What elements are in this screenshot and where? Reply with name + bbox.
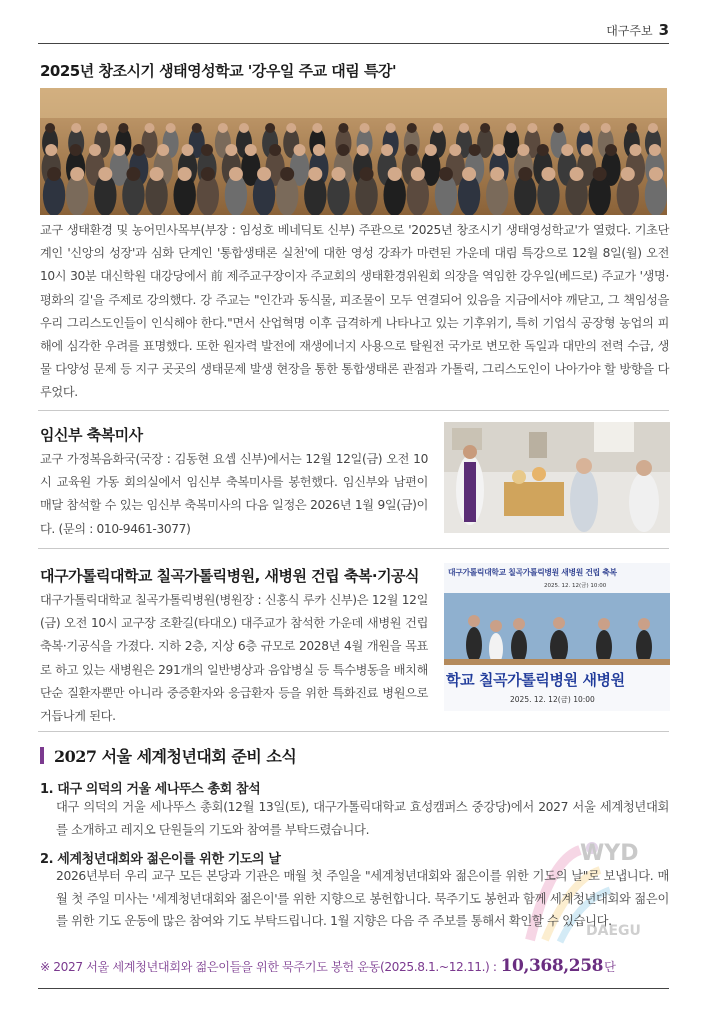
rosary-campaign-note: [40, 956, 615, 976]
footer-rule: [38, 988, 669, 989]
section-divider: [38, 548, 669, 549]
banner-text-top: 대구가톨릭대학교 칠곡가톨릭병원 새병원 건립 축복: [448, 568, 617, 577]
article-body-hospital-groundbreaking: 대구가톨릭대학교 칠곡가톨릭병원(병원장 : 신홍식 루카 신부)은 12월 12일(금) 오전 10시 교구장 조환길(타대오) 대주교가 참석한 가운데 새병원 건립 축복·기공식을 가졌다. 지하 2층, 지상 6층 규모로 2028년 4월 개원을 목표로 하고 있는 새병원은 291개의 일반병상과 음압병실 등 특수병동을 배치해 단순 질환자뿐만 아니라 중증환자와 응급환자 등을 위한 특화진료 병원으로 거듭나게 된다.: [40, 593, 428, 724]
wyd-news-title-text: 2027 서울 세계청년대회 준비 소식: [54, 746, 297, 766]
rosary-count-unit: 단: [604, 960, 616, 974]
banner-date-top: 2025. 12. 12(금) 10:00: [544, 583, 607, 589]
wyd-news-title: [40, 744, 296, 766]
header-label-group: [606, 21, 669, 39]
group-photo-illustration: [40, 88, 667, 215]
wyd-item2-heading: 2. 세계청년대회와 젊은이를 위한 기도의 날: [40, 852, 281, 867]
wyd-item1-body: 대구 의덕의 거울 세나뚜스 총회(12월 13일(토), 대구가톨릭대학교 효성캠퍼스 중강당)에서 2027 서울 세계청년대회를 소개하고 레지오 단원들의 기도와 참여를 부탁드렸습니다.: [56, 800, 669, 837]
banner-date-bottom: 2025. 12. 12(금) 10:00: [510, 695, 595, 704]
section-divider: [38, 731, 669, 732]
wyd-item2-body: 2026년부터 우리 교구 모든 본당과 기관은 매월 첫 주일을 "세계청년대회와 젊은이를 위한 기도의 날"로 보냅니다. 매월 첫 주일 미사는 '세계청년대회와 젊은이'를 위한 지향으로 봉헌합니다. 묵주기도 봉헌과 함께 세계청년대회와 젊은이를 위한 기도 운동에 많은 참여와 기도 부탁드립니다. 1월 지향은 다음 주 주보를 통해서 확인할 수 있습니다.: [56, 869, 669, 928]
title-accent-bar: [40, 747, 44, 764]
mass-photo: [444, 422, 670, 533]
article-body-ecology-school: 교구 생태환경 및 농어민사목부(부장 : 임성호 베네딕토 신부) 주관으로 '2025년 창조시기 생태영성학교'가 열렸다. 기초단계인 '신앙의 성장'과 심화 단계인 '통합생태론 실천'에 대한 영성 강좌가 마련된 가운데 대림 특강으로 12월 8일(월) 오전 10시 30분 대신학원 대강당에서 前 제주교구장이자 주교회의 생태환경위원회 의장을 역임한 강우일(베드로) 주교가 '생명·평화의 길'을 주제로 강의했다. 강 주교는 "인간과 동식물, 피조물이 모두 연결되어 있음을 지금에서야 깨닫고, 그 책임성을 우리 그리스도인들이 인식해야 한다."면서 산업혁명 이후 급격하게 나타나고 있는 기후위기, 특히 기업식 공장형 농업의 피해에 심각한 우려를 표명했다. 또한 원자력 발전에 재생에너지 사용으로 탈원전 국가로 변모한 독일과 대만의 전력 수급, 생물 다양성 문제 등 지구 곳곳의 생태문제 발생 현장을 통한 통합생태론 관점과 가톨릭, 그리스도인이 나아가야 할 방향을 다루었다.: [40, 223, 669, 400]
article-title-pregnancy-mass: 임신부 축복미사: [40, 426, 143, 444]
groundbreaking-photo: [444, 563, 670, 711]
bulletin-name: 대구주보: [606, 24, 653, 38]
page-number: 3: [658, 21, 669, 39]
banner-text-bottom: 학교 칠곡가톨릭병원 새병원: [446, 671, 625, 689]
mass-photo-illustration: [444, 422, 670, 533]
article-body-pregnancy-mass: 교구 가정복음화국(국장 : 김동현 요셉 신부)에서는 12월 12일(금) 오전 10시 교육원 가동 회의실에서 임신부 축복미사를 봉헌했다. 임신부와 남편이 매달 참석할 수 있는 임신부 축복미사의 다음 일정은 2026년 1월 9일(금)이다. (문의 : 010-9461-3077): [40, 452, 428, 536]
wyd-logo-text: WYD: [580, 841, 639, 866]
rosary-count: 10,368,258: [500, 956, 604, 976]
group-photo: [40, 88, 667, 215]
section-divider: [38, 410, 669, 411]
daegu-logo-text: DAEGU: [586, 923, 641, 939]
page-header: [38, 18, 669, 44]
article-title-ecology-school: 2025년 창조시기 생태영성학교 '강우일 주교 대림 특강': [40, 62, 397, 80]
rosary-note-text: ※ 2027 서울 세계청년대회와 젊은이들을 위한 묵주기도 봉헌 운동(2025.8.1.~12.11.) :: [40, 960, 497, 974]
article-title-hospital-groundbreaking: 대구가톨릭대학교 칠곡가톨릭병원, 새병원 건립 축복·기공식: [40, 567, 420, 585]
wyd-item1-heading: 1. 대구 의덕의 거울 세나뚜스 총회 참석: [40, 782, 261, 797]
